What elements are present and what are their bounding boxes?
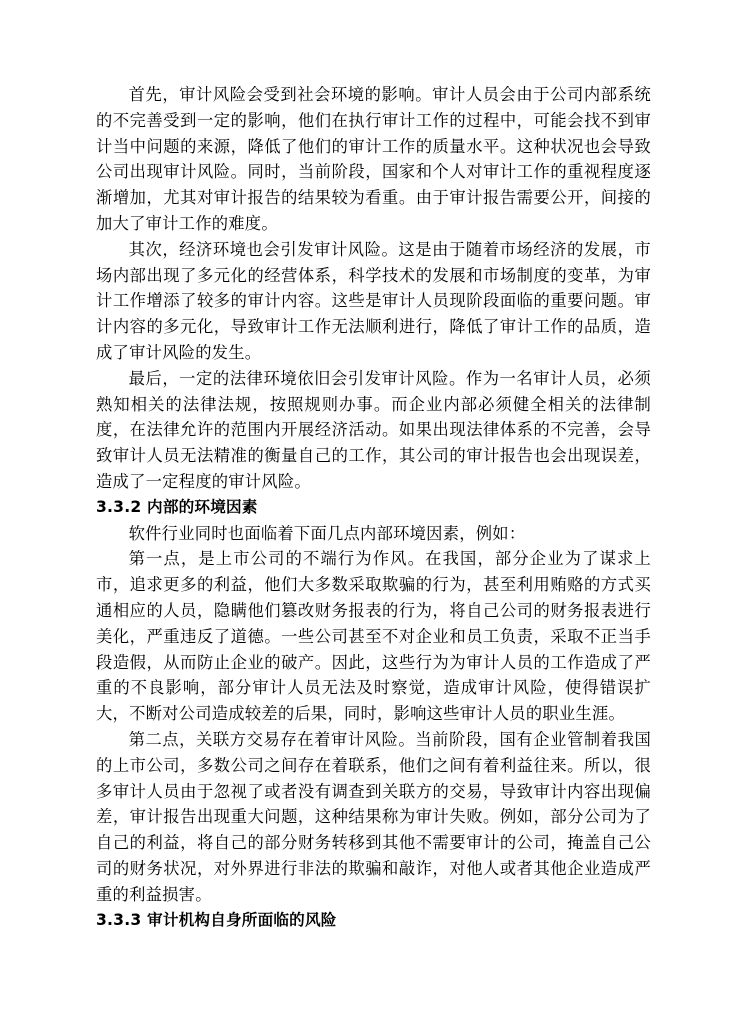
paragraph-economic-environment: 其次，经济环境也会引发审计风险。这是由于随着市场经济的发展，市场内部出现了多元化的经营体系，科学技术的发展和市场制度的变革，为审计工作增添了较多的审计内容。这些是审计人员现阶段面临的重要问题。审计内容的多元化，导致审计工作无法顺利进行，降低了审计工作的品质，造成了审计风险的发生。 (96, 239, 651, 362)
paragraph-internal-intro: 软件行业同时也面临着下面几点内部环境因素，例如： (128, 523, 526, 543)
paragraph-social-environment: 首先，审计风险会受到社会环境的影响。审计人员会由于公司内部系统的不完善受到一定的影响，他们在执行审计工作的过程中，可能会找不到审计当中问题的来源，降低了他们的审计工作的质量水平。这种状况也会导致公司出现审计风险。同时，当前阶段，国家和个人对审计工作的重视程度逐渐增加，尤其对审计报告的结果较为看重。由于审计报告需要公开，间接的加大了审计工作的难度。 (96, 85, 651, 233)
paragraph-point-two: 第二点，关联方交易存在着审计风险。当前阶段，国有企业管制着我国的上市公司，多数公司之间存在着联系，他们之间有着利益往来。所以，很多审计人员由于忽视了或者没有调查到关联方的交易，导致审计内容出现偏差，审计报告出现重大问题，这种结果称为审计失败。例如，部分公司为了自己的利益，将自己的部分财务转移到其他不需要审计的公司，掩盖自己公司的财务状况，对外界进行非法的欺骗和敲诈，对他人或者其他企业造成严重的利益损害。 (96, 729, 651, 904)
section-heading-internal-environment: 3.3.2 内部的环境因素 (96, 497, 258, 516)
paragraph-point-one: 第一点，是上市公司的不端行为作风。在我国，部分企业为了谋求上市，追求更多的利益，他们大多数采取欺骗的行为，甚至利用贿赂的方式买通相应的人员，隐瞒他们篡改财务报表的行为，将自己公司的财务报表进行美化，严重违反了道德。一些公司甚至不对企业和员工负责，采取不正当手段造假，从而防止企业的破产。因此，这些行为为审计人员的工作造成了严重的不良影响，部分审计人员无法及时察觉，造成审计风险，使得错误扩大，不断对公司造成较差的后果，同时，影响这些审计人员的职业生涯。 (96, 549, 651, 724)
document-page (96, 82, 651, 933)
paragraph-legal-environment: 最后，一定的法律环境依旧会引发审计风险。作为一名审计人员，必须熟知相关的法律法规，按照规则办事。而企业内部必须健全相关的法律制度，在法律允许的范围内开展经济活动。如果出现法律体系的不完善，会导致审计人员无法精准的衡量自己的工作，其公司的审计报告也会出现误差，造成了一定程度的审计风险。 (96, 368, 651, 491)
section-heading-audit-institution-risk: 3.3.3 审计机构自身所面临的风险 (96, 910, 337, 929)
